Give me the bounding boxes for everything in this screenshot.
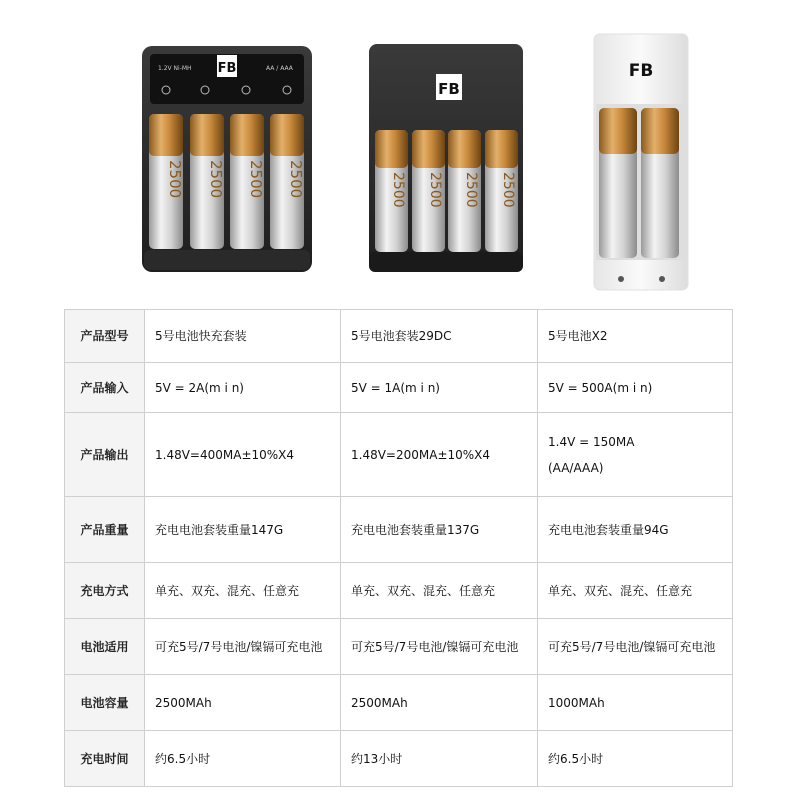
row-label: 充电方式: [65, 563, 145, 619]
table-cell: 5号电池快充套装: [145, 310, 341, 363]
display-right-text: AA / AAA: [266, 65, 293, 72]
charger-base: [144, 250, 310, 270]
battery-capacity: 2500: [390, 172, 406, 208]
table-cell: 可充5号/7号电池/镍镉可充电池: [538, 619, 733, 675]
brand-logo: FB: [217, 61, 237, 76]
battery-capacity: 2500: [287, 160, 305, 199]
battery-capacity: 2500: [166, 160, 184, 199]
battery: [599, 108, 637, 258]
brand-logo: FB: [628, 61, 654, 81]
battery: [485, 130, 518, 252]
row-label: 电池适用: [65, 619, 145, 675]
table-cell: 5号电池套装29DC: [341, 310, 538, 363]
row-label: 产品型号: [65, 310, 145, 363]
battery-capacity: 2500: [247, 160, 265, 199]
row-label: 电池容量: [65, 675, 145, 731]
brand-logo: FB: [438, 80, 460, 98]
spec-table: [64, 309, 733, 787]
table-cell: 5V = 1A(m i n): [341, 363, 538, 413]
battery-capacity: 2500: [207, 160, 225, 199]
table-cell: 单充、双充、混充、任意充: [538, 563, 733, 619]
product-2-charger: [369, 44, 523, 272]
battery: [448, 130, 481, 252]
charger-base: [369, 252, 523, 272]
table-cell: 充电电池套装重量147G: [145, 497, 341, 563]
table-cell: 约6.5小时: [538, 731, 733, 787]
table-cell: 充电电池套装重量137G: [341, 497, 538, 563]
row-label: 产品重量: [65, 497, 145, 563]
table-cell: 5V = 2A(m i n): [145, 363, 341, 413]
table-cell: 约6.5小时: [145, 731, 341, 787]
table-cell: 1000MAh: [538, 675, 733, 731]
table-row: [65, 619, 733, 675]
battery: [412, 130, 445, 252]
table-cell: 1.48V=400MA±10%X4: [145, 413, 341, 497]
table-row: [65, 675, 733, 731]
table-cell: 充电电池套装重量94G: [538, 497, 733, 563]
display-left-text: 1.2V Ni-MH: [158, 65, 192, 72]
battery: [190, 114, 225, 249]
battery: [641, 108, 679, 258]
table-cell: 1.48V=200MA±10%X4: [341, 413, 538, 497]
product-1-charger: [142, 46, 312, 272]
table-cell: 5号电池X2: [538, 310, 733, 363]
table-row: [65, 563, 733, 619]
table-row: [65, 413, 733, 497]
row-label: 产品输出: [65, 413, 145, 497]
table-cell: 单充、双充、混充、任意充: [145, 563, 341, 619]
table-cell: 2500MAh: [145, 675, 341, 731]
battery: [375, 130, 408, 252]
table-row: [65, 731, 733, 787]
indicator-icon: [618, 276, 624, 282]
battery-capacity: 2500: [463, 172, 479, 208]
indicator-icon: [659, 276, 665, 282]
row-label: 产品输入: [65, 363, 145, 413]
battery: [230, 114, 265, 249]
battery: [149, 114, 184, 249]
product-images: [0, 0, 800, 300]
battery-capacity: 2500: [500, 172, 516, 208]
table-cell: 5V = 500A(m i n): [538, 363, 733, 413]
table-cell: 约13小时: [341, 731, 538, 787]
table-cell: 2500MAh: [341, 675, 538, 731]
product-3-charger: [594, 34, 688, 290]
table-cell: 单充、双充、混充、任意充: [341, 563, 538, 619]
battery-capacity: 2500: [427, 172, 443, 208]
table-cell: 可充5号/7号电池/镍镉可充电池: [145, 619, 341, 675]
table-row: [65, 310, 733, 363]
table-cell: 1.4V = 150MA (AA/AAA): [538, 413, 733, 497]
table-cell: 可充5号/7号电池/镍镉可充电池: [341, 619, 538, 675]
row-label: 充电时间: [65, 731, 145, 787]
table-row: [65, 363, 733, 413]
table-row: [65, 497, 733, 563]
battery: [270, 114, 305, 249]
